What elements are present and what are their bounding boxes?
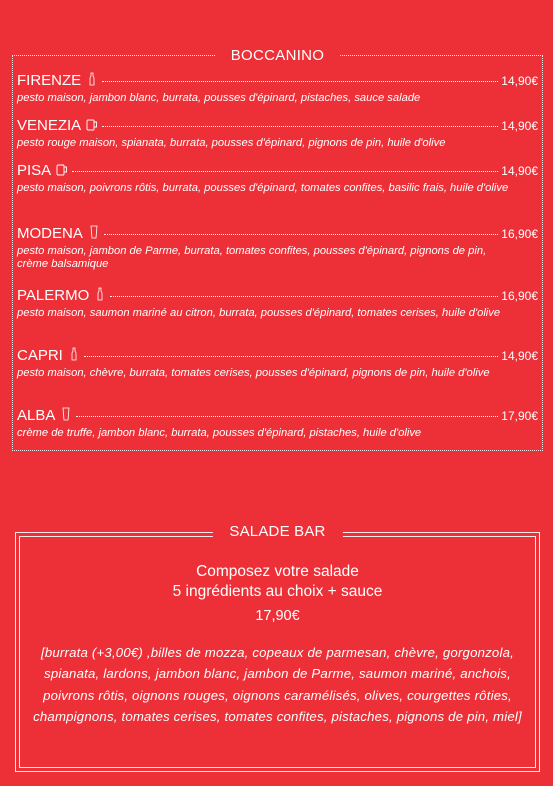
item-description: pesto rouge maison, spianata, burrata, pousses d'épinard, pignons de pin, huile d'olive: [17, 137, 446, 149]
salade-bar-heading: [16, 562, 539, 602]
item-description: pesto maison, chèvre, burrata, tomates cerises, pousses d'épinard, pignons de pin, huile d'olive: [17, 367, 490, 379]
salade-bar-ingredients: [burrata (+3,00€) ,billes de mozza, copeaux de parmesan, chèvre, gorgonzola, spianata, lardons, jambon blanc, jambon de Parme, saumon mariné, anchois, poivrons rôtis, oignons rouges, oignons caramélisés, olives, courgettes rôties, champignons, tomates cerises, tomates confites, pistaches, pignons de pin, miel]: [33, 645, 522, 724]
item-price: 14,90€: [501, 119, 538, 133]
boccanino-section: [12, 47, 543, 451]
menu-item-modena: [17, 224, 538, 271]
glass-icon: [59, 407, 73, 421]
item-name: PISA: [17, 162, 52, 179]
item-description: pesto maison, poivrons rôtis, burrata, pousses d'épinard, tomates confites, basilic frais, huile d'olive: [17, 182, 509, 194]
salade-bar-line1: Composez votre salade: [196, 563, 359, 580]
glass-icon: [87, 225, 101, 239]
leader-dots: [76, 416, 498, 417]
leader-dots: [104, 234, 498, 235]
leader-dots: [72, 171, 498, 172]
leader-dots: [84, 356, 498, 357]
menu-item-palermo: [17, 286, 538, 320]
item-description: pesto maison, jambon de Parme, burrata, tomates confites, pousses d'épinard, pignons de pin, crème balsamique: [17, 245, 487, 270]
bottle-icon: [93, 287, 107, 301]
item-price: 16,90€: [501, 289, 538, 303]
leader-dots: [102, 81, 498, 82]
menu-item-venezia: [17, 116, 538, 150]
item-price: 16,90€: [501, 227, 538, 241]
menu-item-pisa: [17, 161, 538, 195]
item-price: 14,90€: [501, 74, 538, 88]
item-price: 14,90€: [501, 164, 538, 178]
leader-dots: [102, 126, 498, 127]
salade-bar-section: [15, 523, 540, 772]
leader-dots: [110, 296, 498, 297]
item-description: pesto maison, jambon blanc, burrata, pousses d'épinard, pistaches, sauce salade: [17, 92, 421, 104]
bottle-icon: [67, 347, 81, 361]
item-name: MODENA: [17, 225, 83, 242]
menu-item-firenze: [17, 71, 538, 105]
item-name: VENEZIA: [17, 117, 82, 134]
salade-bar-line2: 5 ingrédients au choix + sauce: [172, 583, 383, 600]
item-description: pesto maison, saumon mariné au citron, burrata, pousses d'épinard, tomates cerises, huile d'olive: [17, 307, 501, 319]
item-name: FIRENZE: [17, 72, 82, 89]
bottle-icon: [85, 72, 99, 86]
item-price: 17,90€: [501, 409, 538, 423]
beer-mug-icon: [55, 162, 69, 176]
salade-bar-title: SALADE BAR: [212, 523, 342, 540]
item-name: PALERMO: [17, 287, 90, 304]
menu-item-capri: [17, 346, 538, 380]
item-price: 14,90€: [501, 349, 538, 363]
item-name: CAPRI: [17, 347, 63, 364]
item-description: crème de truffe, jambon blanc, burrata, pousses d'épinard, pistaches, huile d'olive: [17, 427, 422, 439]
beer-mug-icon: [85, 117, 99, 131]
menu-item-alba: [17, 406, 538, 440]
salade-bar-price: 17,90€: [255, 608, 300, 624]
item-name: ALBA: [17, 407, 56, 424]
boccanino-title: BOCCANINO: [215, 47, 341, 64]
